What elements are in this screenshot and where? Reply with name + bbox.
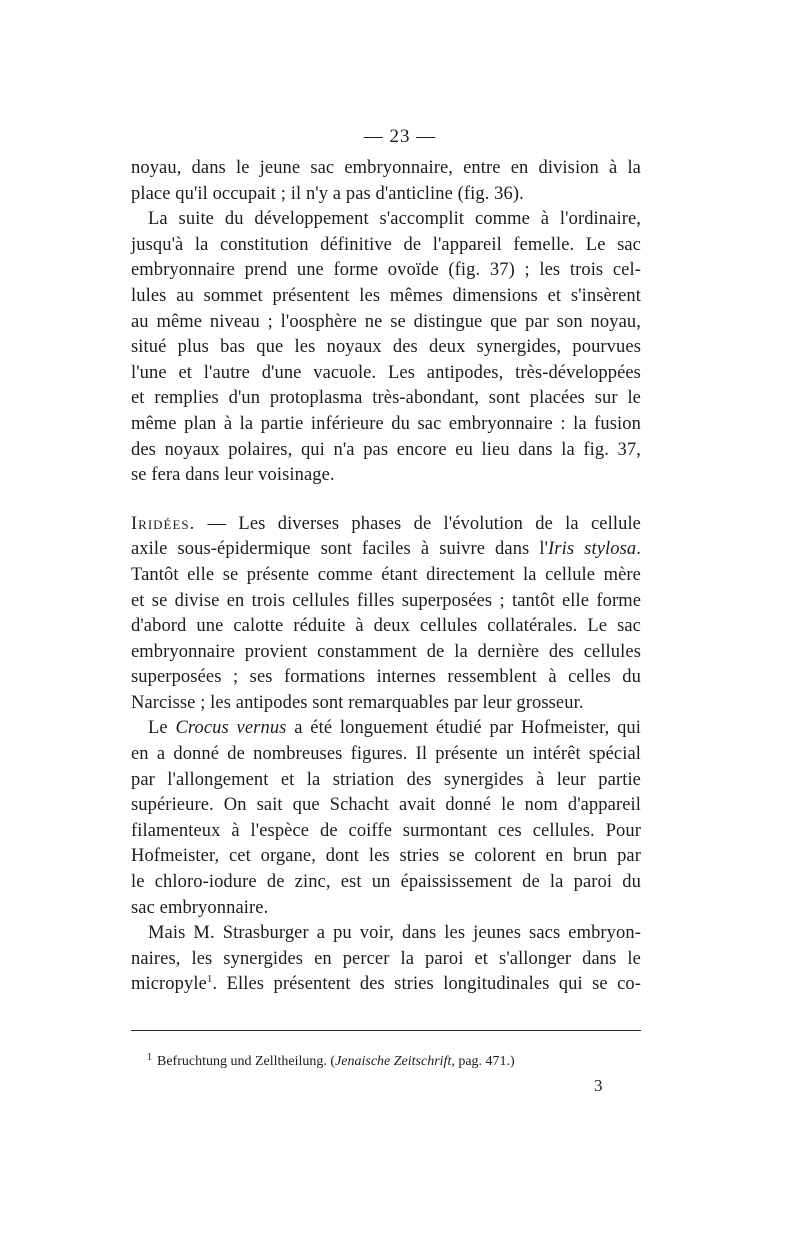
text-line: place qu'il occupait ; il n'y a pas d'anticline (fig. 36).: [131, 183, 524, 204]
paragraph-gap: [131, 489, 641, 512]
text-fragment: .: [636, 539, 641, 560]
species-name: Iris stylosa: [548, 539, 637, 560]
text-line: l'une et l'autre d'une vacuole. Les antipodes, très-développées: [131, 362, 641, 383]
journal-title: Jenaische Zeitschrift,: [335, 1054, 455, 1069]
text-line: La suite du développement s'accomplit comme à l'ordinaire,: [148, 209, 641, 230]
text-line: Mais M. Strasburger a pu voir, dans les jeunes sacs embryon-: [148, 923, 641, 944]
text-line: [131, 537, 641, 563]
text-line: et remplies d'un protoplasma très-abondant, sont placées sur le: [131, 388, 641, 409]
text-line: filamenteux à l'espèce de coiffe surmontant ces cellules. Pour: [131, 820, 641, 841]
page-number: — 23 —: [363, 126, 437, 147]
text-line: Hofmeister, cet organe, dont les stries se colorent en brun par: [131, 846, 641, 867]
text-line: situé plus bas que les noyaux des deux synergides, pourvues: [131, 337, 641, 358]
text-line: supérieure. On sait que Schacht avait donné le nom d'appareil: [131, 795, 641, 816]
text-line: et se divise en trois cellules filles superposées ; tantôt elle forme: [131, 590, 641, 611]
text-fragment: axile sous-épidermique sont faciles à suivre dans l': [131, 539, 549, 560]
text-line: des noyaux polaires, qui n'a pas encore eu lieu dans la fig. 37,: [131, 439, 641, 460]
text-line: se fera dans leur voisinage.: [131, 465, 335, 486]
text-line: superposées ; ses formations internes ressemblent à celles du: [131, 667, 641, 688]
text-fragment: Le: [148, 718, 176, 739]
text-line: embryonnaire prend une forme ovoïde (fig. 37) ; les trois cel-: [131, 260, 641, 281]
text-fragment: micropyle: [131, 974, 207, 995]
text-line: [131, 972, 641, 998]
text-line: [131, 512, 641, 538]
text-fragment: a été longuement étudié par Hofmeister, qui: [286, 718, 642, 739]
text-line: embryonnaire provient constamment de la dernière des cellules: [131, 641, 641, 662]
text-line: jusqu'à la constitution définitive de l'appareil femelle. Le sac: [131, 234, 641, 255]
body-text: [131, 156, 641, 998]
footnote-reference: 1: [206, 973, 213, 986]
footnote-divider: [131, 1030, 641, 1031]
text-line: lules au sommet présentent les mêmes dimensions et s'insèrent: [131, 285, 641, 306]
text-line: naires, les synergides en percer la paroi et s'allonger dans le: [131, 948, 641, 969]
text-line: [131, 716, 641, 742]
signature-mark: 3: [594, 1076, 603, 1095]
text-line: d'abord une calotte réduite à deux cellules collatérales. Le sac: [131, 616, 641, 637]
footnote-text: Befruchtung und Zelltheilung. (: [157, 1054, 336, 1069]
text-line: Tantôt elle se présente comme étant directement la cellule mère: [131, 564, 641, 585]
text-fragment: . Elles présentent des stries longitudinales qui se co-: [212, 974, 641, 995]
footnote-mark: 1: [147, 1052, 152, 1063]
section-heading: Iridées.: [131, 513, 196, 534]
text-line: au même niveau ; l'oosphère ne se distingue que par son noyau,: [131, 311, 641, 332]
text-line: en a donné de nombreuses figures. Il présente un intérêt spécial: [131, 744, 641, 765]
species-name: Crocus vernus: [175, 718, 287, 739]
text-line: Narcisse ; les antipodes sont remarquables par leur grosseur.: [131, 692, 584, 713]
text-line: noyau, dans le jeune sac embryonnaire, entre en division à la: [131, 158, 641, 178]
text-line: le chloro-iodure de zinc, est un épaississement de la paroi du: [131, 872, 641, 893]
text-fragment: — Les diverses phases de l'évolution de la cellule: [195, 513, 641, 534]
text-line: même plan à la partie inférieure du sac embryonnaire : la fusion: [131, 413, 641, 434]
footnote: [147, 1052, 641, 1070]
text-line: sac embryonnaire.: [131, 897, 269, 918]
text-line: par l'allongement et la striation des synergides à leur partie: [131, 769, 641, 790]
footnote-text: pag. 471.): [454, 1054, 515, 1069]
